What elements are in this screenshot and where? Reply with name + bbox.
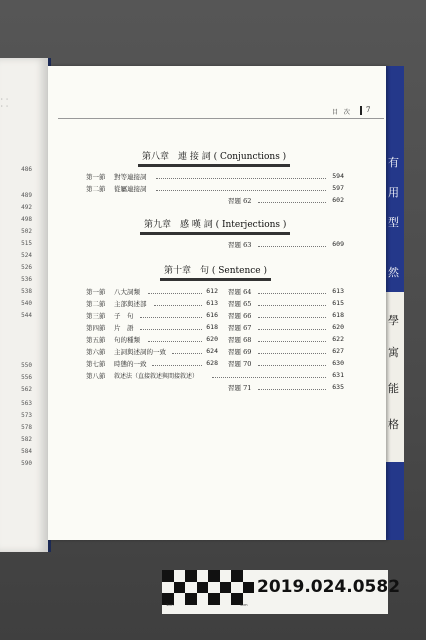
section-page: 613 (206, 299, 218, 307)
dot-leader (156, 178, 326, 179)
left-page-number: 536 (21, 276, 32, 283)
dot-leader (258, 317, 326, 318)
section-page: 624 (206, 347, 218, 355)
section-page: 628 (206, 359, 218, 367)
contents-page (48, 66, 386, 540)
spine-character: 學 (388, 314, 399, 327)
dot-leader (258, 389, 326, 390)
exercise-page: 602 (332, 196, 344, 204)
running-head-divider (360, 106, 362, 115)
left-page-number: 515 (21, 240, 32, 247)
dot-leader (140, 317, 202, 318)
left-page-number: 502 (21, 228, 32, 235)
section-number: 第五節 (86, 336, 106, 344)
section-page: 620 (206, 335, 218, 343)
left-page-number: 524 (21, 252, 32, 259)
chapter-heading: 第八章 連 接 詞 ( Conjunctions ) (138, 148, 290, 165)
exercise-page: 635 (332, 383, 344, 391)
chapter-heading: 第十章 句 ( Sentence ) (160, 262, 271, 279)
section-page: 616 (206, 311, 218, 319)
section-title: 片 語 (114, 324, 134, 332)
left-page-number: 526 (21, 264, 32, 271)
spine-character: 型 (388, 216, 399, 229)
dot-leader (212, 377, 326, 378)
header-rule (58, 118, 384, 119)
dot-leader (140, 329, 202, 330)
section-number: 第一節 (86, 288, 106, 296)
spine-character: 然 (388, 266, 399, 279)
left-page-number: 486 (21, 166, 32, 173)
exercise-label: 習題 67 (228, 324, 252, 332)
dot-leader (258, 202, 326, 203)
left-page-number: 556 (21, 374, 32, 381)
exercise-page: 615 (332, 299, 344, 307)
accession-number: 2019.024.0582 (257, 577, 401, 597)
dot-leader (152, 365, 202, 366)
exercise-label: 習題 62 (228, 197, 252, 205)
exercise-page: 630 (332, 359, 344, 367)
section-number: 第八節 (86, 372, 106, 380)
section-number: 第三節 (86, 312, 106, 320)
left-page-number: 498 (21, 216, 32, 223)
section-number: 第一節 (86, 173, 106, 181)
left-page-number: 538 (21, 288, 32, 295)
dot-leader (148, 293, 202, 294)
left-page-number: 573 (21, 412, 32, 419)
running-head-title: 目 次 (332, 109, 352, 116)
section-title: 子 句 (114, 312, 134, 320)
dot-leader (258, 293, 326, 294)
exercise-label: 習題 71 (228, 384, 252, 392)
ruler-label-left: 1cm (166, 603, 174, 607)
left-page-number: 492 (21, 204, 32, 211)
spine-character: 有 (388, 156, 399, 169)
section-number: 第二節 (86, 300, 106, 308)
dot-leader (258, 246, 326, 247)
left-page (0, 58, 51, 552)
spine-character: 能 (388, 382, 399, 395)
exercise-page: 618 (332, 311, 344, 319)
left-page-number: 563 (21, 400, 32, 407)
section-number: 第六節 (86, 348, 106, 356)
section-title: 主詞與述詞的一致 (114, 348, 166, 356)
section-page: 597 (332, 184, 344, 192)
dot-leader (156, 190, 326, 191)
dot-leader (258, 365, 326, 366)
left-page-number: 590 (21, 460, 32, 467)
ruler-label-right: 5cm (240, 603, 248, 607)
exercise-page: 627 (332, 347, 344, 355)
left-page-number: 544 (21, 312, 32, 319)
exercise-label: 習題 66 (228, 312, 252, 320)
left-page-number: 582 (21, 436, 32, 443)
exercise-page: 613 (332, 287, 344, 295)
exercise-page: 609 (332, 240, 344, 248)
dot-leader (258, 305, 326, 306)
section-number: 第四節 (86, 324, 106, 332)
section-title: 從屬連接詞 (114, 185, 147, 193)
exercise-label: 習題 68 (228, 336, 252, 344)
dot-leader (154, 305, 202, 306)
section-title: 主部與述部 (114, 300, 147, 308)
section-page: 618 (206, 323, 218, 331)
exercise-label: 習題 64 (228, 288, 252, 296)
left-page-number: 578 (21, 424, 32, 431)
section-title: 句的種類 (114, 336, 140, 344)
spine-character: 寓 (388, 346, 399, 359)
exercise-label: 習題 65 (228, 300, 252, 308)
dot-leader (258, 353, 326, 354)
left-page-number: 584 (21, 448, 32, 455)
page-number: 7 (366, 106, 371, 114)
section-page: 612 (206, 287, 218, 295)
left-page-number: 550 (21, 362, 32, 369)
spine-character: 用 (388, 186, 399, 199)
dot-leader (148, 341, 202, 342)
exercise-label: 習題 70 (228, 360, 252, 368)
spine-character: 格 (388, 418, 399, 431)
section-page: 594 (332, 172, 344, 180)
section-title: 敘述法（直接敘述與間接敘述） (114, 373, 199, 380)
section-number: 第七節 (86, 360, 106, 368)
section-page: 631 (332, 371, 344, 379)
section-number: 第二節 (86, 185, 106, 193)
dot-leader (258, 341, 326, 342)
exercise-page: 622 (332, 335, 344, 343)
dot-leader (258, 329, 326, 330)
section-title: 對等連接詞 (114, 173, 147, 181)
dot-leader: · · · · (0, 96, 8, 110)
chapter-heading: 第九章 感 嘆 詞 ( Interjections ) (140, 216, 290, 233)
exercise-label: 習題 69 (228, 348, 252, 356)
section-title: 時態的一致 (114, 360, 147, 368)
left-page-number: 489 (21, 192, 32, 199)
left-page-number: 562 (21, 386, 32, 393)
exercise-label: 習題 63 (228, 241, 252, 249)
section-title: 八大詞類 (114, 288, 140, 296)
exercise-page: 620 (332, 323, 344, 331)
left-page-number: 540 (21, 300, 32, 307)
